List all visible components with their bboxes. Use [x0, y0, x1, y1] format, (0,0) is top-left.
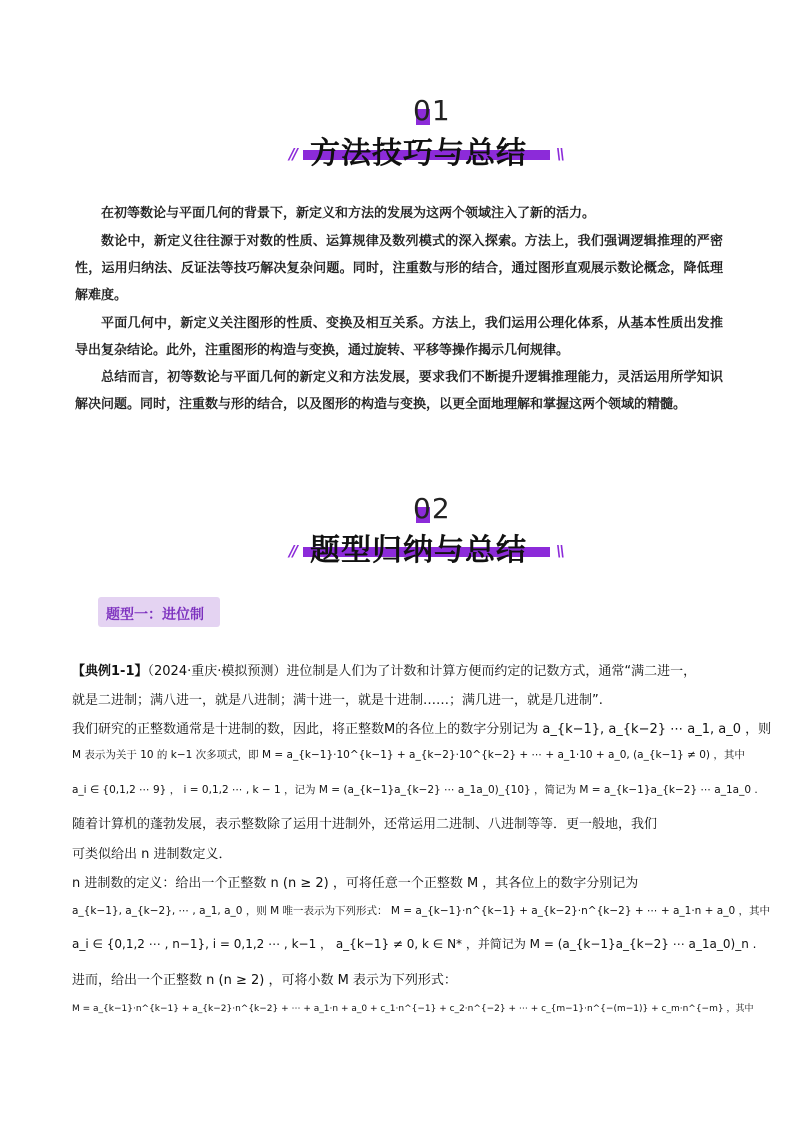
example-line: a_i ∈ {0,1,2 ⋯ 9} ， i = 0,1,2 ⋯ , k − 1 ，记为 M = (a_{k−1}a_{k−2} ⋯ a_1a_0)_{10} ，简记为 M = a_{k−1}a_{k−2} ⋯ a_1a_0 . [72, 784, 758, 796]
example-line: M = a_{k−1}·n^{k−1} + a_{k−2}·n^{k−2} + ⋯ + a_1·n + a_0 + c_1·n^{−1} + c_2·n^{−2} + ⋯ + c_{m−1}·n^{−(m−1)} + c_m·n^{−m} ，其中 [72, 1004, 754, 1014]
slash-decoration-left: // [289, 145, 296, 163]
example-source: （2024·重庆·模拟预测） [147, 664, 287, 679]
intro-paragraph: 数论中，新定义往往源于对数的性质、运算规律及数列模式的深入探索。方法上，我们强调逻辑推理的严密性，运用归纳法、反证法等技巧解决复杂问题。同时，注重数与形的结合，通过图形直观展示数论概念，降低理解难度。 [75, 234, 723, 303]
slash-decoration-left: // [289, 542, 296, 560]
example-line: 我们研究的正整数通常是十进制的数，因此，将正整数M的各位上的数字分别记为 a_{k−1}, a_{k−2} ⋯ a_1, a_0 ，则 [72, 722, 772, 737]
intro-paragraph: 在初等数论与平面几何的背景下，新定义和方法的发展为这两个领域注入了新的活力。 [101, 206, 596, 221]
example-line: 就是二进制；满八进一，就是八进制；满十进一，就是十进制……；满几进一，就是几进制”. [72, 693, 603, 708]
section-title: 题型归纳与总结 [310, 533, 527, 568]
example-line: n 进制数的定义：给出一个正整数 n (n ≥ 2) ，可将任意一个正整数 M ，其各位上的数字分别记为 [72, 876, 639, 891]
example-text: 进位制是人们为了计数和计算方便而约定的记数方式，通常“满二进一， [286, 664, 697, 679]
intro-paragraph: 平面几何中，新定义关注图形的性质、变换及相互关系。方法上，我们运用公理化体系，从基本性质出发推导出复杂结论。此外，注重图形的构造与变换，通过旋转、平移等操作揭示几何规律。 [75, 316, 723, 358]
example-line: 可类似给出 n 进制数定义． [72, 847, 232, 862]
slash-decoration-right: \\ [556, 542, 563, 560]
section-number: 02 [413, 492, 451, 525]
slash-decoration-right: \\ [556, 145, 563, 163]
example-line: a_{k−1}, a_{k−2}, ⋯ , a_1, a_0 ，则 M 唯一表示为下列形式： M = a_{k−1}·n^{k−1} + a_{k−2}·n^{k−2} + ⋯ + a_1·n + a_0 ，其中 [72, 905, 770, 917]
example-line: 进而，给出一个正整数 n (n ≥ 2) ，可将小数 M 表示为下列形式： [72, 973, 457, 988]
intro-paragraph: 总结而言，初等数论与平面几何的新定义和方法发展，要求我们不断提升逻辑推理能力，灵活运用所学知识解决问题。同时，注重数与形的结合，以及图形的构造与变换，以更全面地理解和掌握这两个领域的精髓。 [75, 370, 723, 412]
example-label: 【典例1-1】 [72, 664, 148, 679]
type-heading: 题型一：进位制 [106, 607, 204, 623]
example-line [72, 660, 696, 679]
example-line: M 表示为关于 10 的 k−1 次多项式，即 M = a_{k−1}·10^{k−1} + a_{k−2}·10^{k−2} + ⋯ + a_1·10 + a_0, (a_{k−1} ≠ 0) ，其中 [72, 749, 745, 761]
section-title: 方法技巧与总结 [310, 136, 527, 171]
section-number: 01 [413, 94, 451, 127]
example-line: 随着计算机的蓬勃发展，表示整数除了运用十进制外，还常运用二进制、八进制等等．更一般地，我们 [72, 817, 658, 832]
example-line: a_i ∈ {0,1,2 ⋯ , n−1}, i = 0,1,2 ⋯ , k−1 ， a_{k−1} ≠ 0, k ∈ N* ，并简记为 M = (a_{k−1}a_{k−2} ⋯ a_1a_0)_n . [72, 937, 757, 951]
